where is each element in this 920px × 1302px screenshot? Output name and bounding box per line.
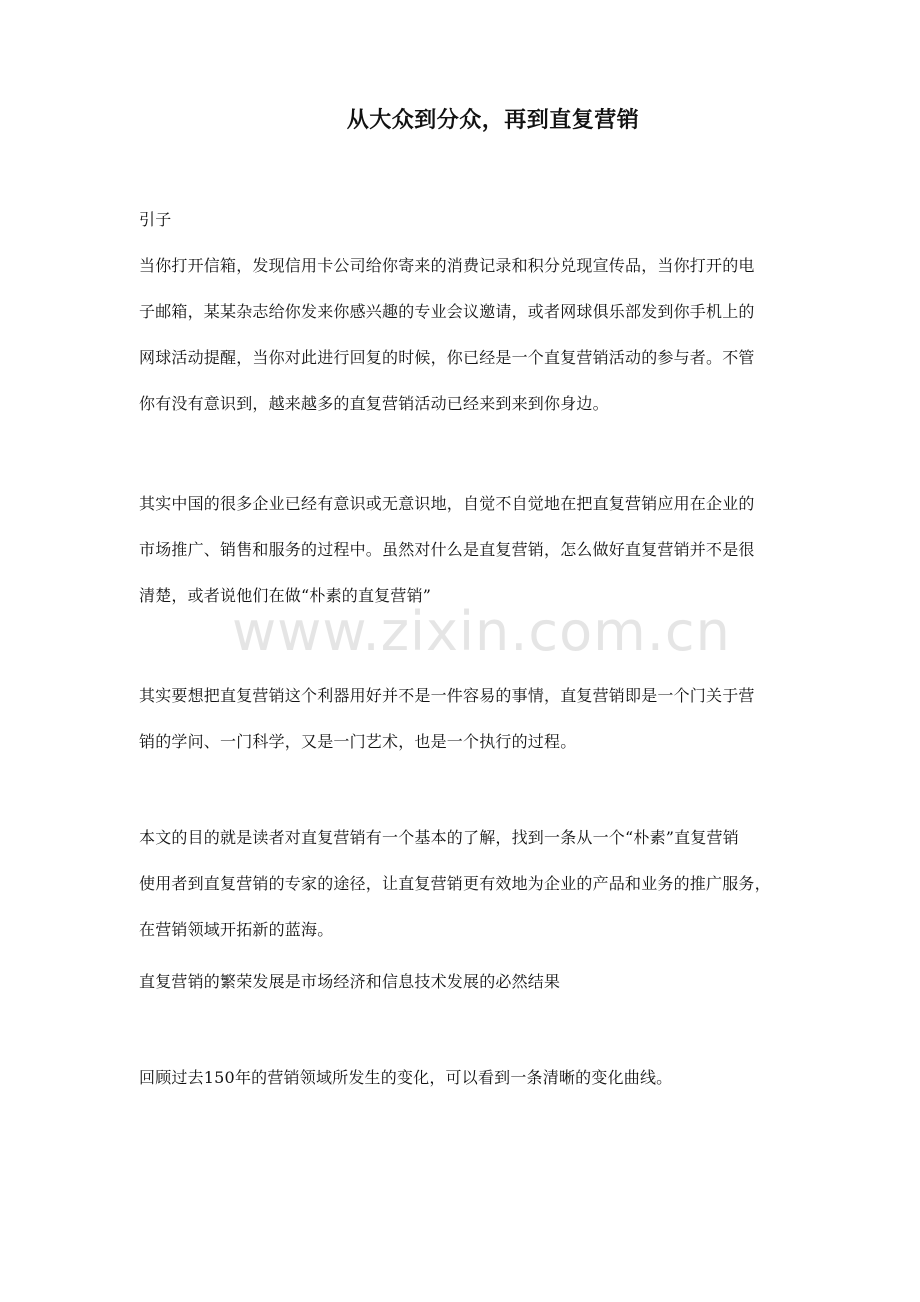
paragraph-line: 子邮箱，某某杂志给你发来你感兴趣的专业会议邀请，或者网球俱乐部发到你手机上的 <box>139 302 755 321</box>
paragraph-line: 清楚，或者说他们在做“朴素的直复营销” <box>139 586 432 605</box>
intro-heading <box>139 197 874 243</box>
paragraph-line: 市场推广、销售和服务的过程中。虽然对什么是直复营销，怎么做好直复营销并不是很 <box>139 540 755 559</box>
document-title: 从大众到分众，再到直复营销 <box>346 107 640 133</box>
paragraph-1 <box>139 243 874 427</box>
paragraph-line: 当你打开信箱，发现信用卡公司给你寄来的消费记录和积分兑现宣传品，当你打开的电 <box>139 256 755 275</box>
watermark: www.zixin.com.cn <box>232 600 731 663</box>
paragraph-line: 网球活动提醒，当你对此进行回复的时候，你已经是一个直复营销活动的参与者。不管 <box>139 348 755 367</box>
paragraph-line: 在营销领域开拓新的蓝海。 <box>139 920 334 939</box>
section-subheading <box>139 959 874 1005</box>
paragraph-line: 使用者到直复营销的专家的途径，让直复营销更有效地为企业的产品和业务的推广服务， <box>139 874 771 893</box>
intro-heading-text: 引子 <box>139 210 172 229</box>
paragraph-4 <box>139 815 874 953</box>
paragraph-2 <box>139 481 874 619</box>
paragraph-line: 本文的目的就是读者对直复营销有一个基本的了解，找到一条从一个“朴素”直复营销 <box>139 828 739 847</box>
paragraph-line: 其实中国的很多企业已经有意识或无意识地，自觉不自觉地在把直复营销应用在企业的 <box>139 494 755 513</box>
subheading-text: 直复营销的繁荣发展是市场经济和信息技术发展的必然结果 <box>139 972 561 991</box>
paragraph-5 <box>139 1055 874 1101</box>
paragraph-line: 回顾过去150年的营销领域所发生的变化，可以看到一条清晰的变化曲线。 <box>139 1068 673 1087</box>
paragraph-line: 销的学问、一门科学，又是一门艺术，也是一个执行的过程。 <box>139 732 577 751</box>
paragraph-line: 你有没有意识到，越来越多的直复营销活动已经来到来到你身边。 <box>139 394 609 413</box>
paragraph-line: 其实要想把直复营销这个利器用好并不是一件容易的事情，直复营销即是一个门关于营 <box>139 686 755 705</box>
paragraph-3 <box>139 673 874 765</box>
